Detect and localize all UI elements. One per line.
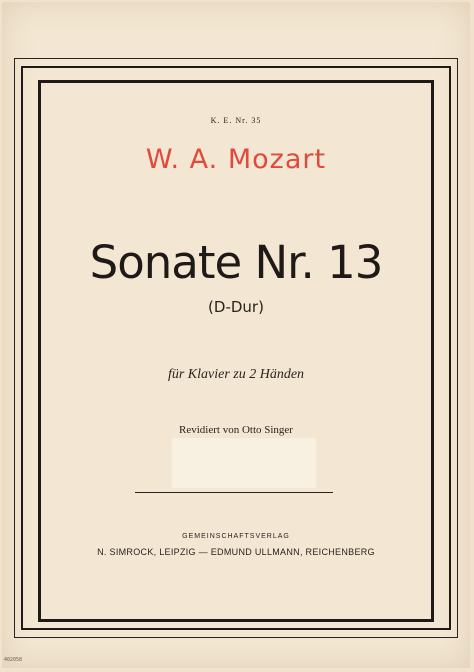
publisher-names: N. SIMROCK, LEIPZIG — EDMUND ULLMANN, REICHENBERG [97, 547, 375, 557]
composer-name: W. A. Mozart [145, 144, 327, 175]
work-key: (D-Dur) [208, 298, 264, 316]
revision-credit: Revidiert von Otto Singer [179, 424, 293, 436]
catalog-number: K. E. Nr. 35 [210, 116, 262, 125]
publisher-label: GEMEINSCHAFTSVERLAG [182, 533, 290, 540]
stamp-number: 402058 [4, 657, 23, 663]
divider-rule [135, 492, 333, 493]
pasted-label-area [172, 438, 316, 488]
work-title: Sonate Nr. 13 [89, 236, 383, 289]
instrumentation: für Klavier zu 2 Händen [167, 367, 305, 382]
